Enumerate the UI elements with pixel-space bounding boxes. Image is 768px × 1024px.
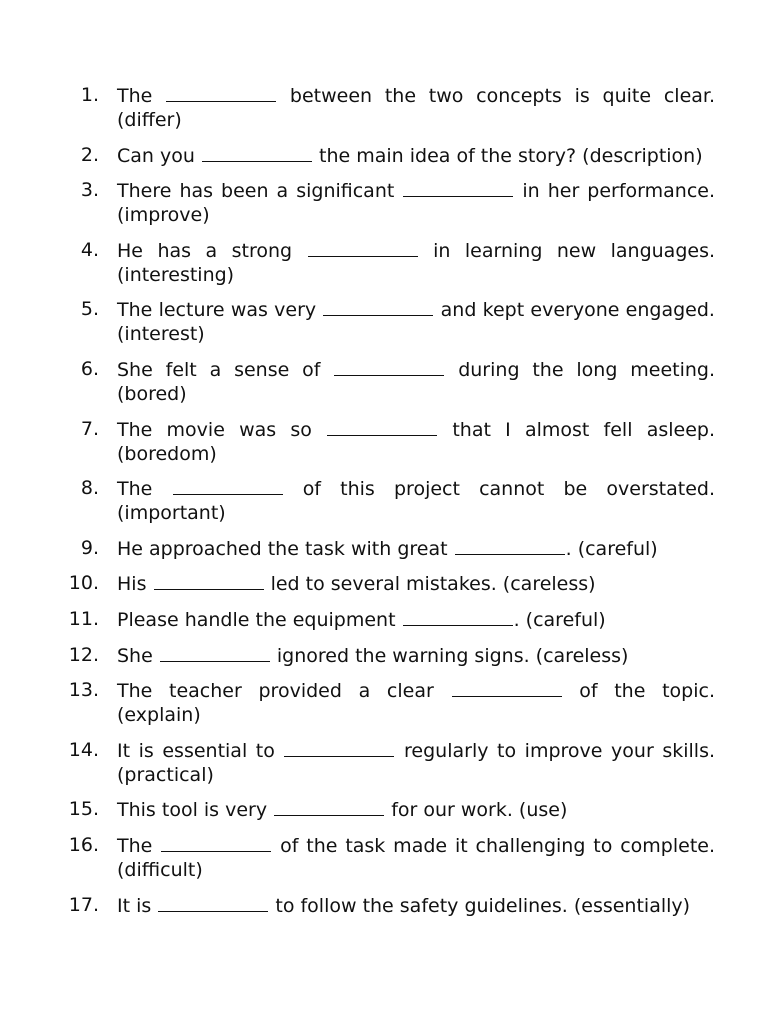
item-text-before: Please handle the equipment bbox=[117, 608, 396, 631]
item-text-after: to follow the safety guidelines. (essentially) bbox=[275, 894, 691, 917]
answer-blank[interactable] bbox=[274, 797, 384, 816]
answer-blank[interactable] bbox=[154, 571, 264, 590]
list-item bbox=[0, 476, 715, 525]
item-number: 11. bbox=[68, 607, 99, 630]
item-number: 14. bbox=[68, 738, 99, 761]
item-text-after: regularly to improve your skills. (practical) bbox=[117, 739, 716, 786]
item-text-before: It is essential to bbox=[117, 739, 275, 762]
list-item bbox=[0, 417, 715, 466]
item-text-before: The lecture was very bbox=[117, 299, 317, 322]
item-text-after: ignored the warning signs. (careless) bbox=[276, 644, 629, 667]
list-item bbox=[0, 178, 715, 227]
list-item bbox=[0, 607, 715, 632]
list-item bbox=[0, 83, 715, 132]
item-text-after: in learning new languages. (interesting) bbox=[117, 239, 716, 286]
item-text-before: The teacher provided a clear bbox=[117, 680, 434, 703]
answer-blank[interactable] bbox=[158, 893, 268, 912]
list-item bbox=[0, 571, 715, 596]
item-text-after: between the two concepts is quite clear. (differ) bbox=[117, 85, 716, 131]
item-number: 13. bbox=[68, 679, 99, 702]
item-number: 16. bbox=[68, 833, 99, 856]
item-text-before: Can you bbox=[117, 144, 195, 167]
item-number: 2. bbox=[80, 143, 99, 166]
answer-blank[interactable] bbox=[403, 178, 513, 197]
answer-blank[interactable] bbox=[284, 738, 394, 757]
item-text-after: for our work. (use) bbox=[391, 799, 568, 822]
item-text-after: led to several mistakes. (careless) bbox=[270, 573, 596, 596]
item-number: 10. bbox=[68, 572, 99, 595]
item-text-before: There has been a significant bbox=[117, 180, 395, 203]
list-item bbox=[0, 143, 715, 168]
list-item bbox=[0, 797, 715, 822]
answer-blank[interactable] bbox=[166, 83, 276, 102]
item-text-before: She bbox=[117, 644, 153, 667]
answer-blank[interactable] bbox=[173, 476, 283, 495]
item-text-after: during the long meeting. (bored) bbox=[117, 358, 715, 405]
exercise-list bbox=[0, 83, 768, 928]
item-number: 8. bbox=[80, 477, 99, 500]
item-text-before: The movie was so bbox=[117, 418, 312, 441]
answer-blank[interactable] bbox=[455, 536, 565, 555]
answer-blank[interactable] bbox=[452, 678, 562, 697]
item-text-after: in her performance. (improve) bbox=[117, 180, 715, 227]
answer-blank[interactable] bbox=[323, 297, 433, 316]
list-item bbox=[0, 738, 715, 787]
item-number: 7. bbox=[80, 417, 99, 440]
item-text-before: The bbox=[117, 85, 153, 107]
item-text-before: His bbox=[117, 573, 147, 596]
list-item bbox=[0, 238, 715, 287]
item-number: 12. bbox=[68, 643, 99, 666]
item-number: 5. bbox=[80, 298, 99, 321]
item-text-after: . (careful) bbox=[565, 537, 658, 560]
list-item bbox=[0, 893, 715, 918]
item-text-after: of the topic. (explain) bbox=[117, 680, 715, 727]
list-item bbox=[0, 297, 715, 346]
item-number: 15. bbox=[68, 798, 99, 821]
list-item bbox=[0, 678, 715, 727]
item-text-after: . (careful) bbox=[513, 608, 606, 631]
item-text-before: He approached the task with great bbox=[117, 537, 448, 560]
item-text-before: The bbox=[117, 478, 153, 501]
item-number: 4. bbox=[80, 238, 99, 261]
answer-blank[interactable] bbox=[161, 833, 271, 852]
answer-blank[interactable] bbox=[334, 357, 444, 376]
answer-blank[interactable] bbox=[160, 643, 270, 662]
item-text-after: the main idea of the story? (description) bbox=[319, 144, 703, 167]
item-text-before: The bbox=[117, 834, 153, 857]
list-item bbox=[0, 357, 715, 406]
item-number: 3. bbox=[80, 179, 99, 202]
item-text-before: He has a strong bbox=[117, 239, 293, 262]
item-text-after: that I almost fell asleep. (boredom) bbox=[117, 418, 715, 465]
item-text-after: and kept everyone engaged. (interest) bbox=[117, 299, 715, 346]
answer-blank[interactable] bbox=[202, 143, 312, 162]
answer-blank[interactable] bbox=[327, 417, 437, 436]
item-text-after: of the task made it challenging to complete. (difficult) bbox=[117, 834, 715, 881]
list-item bbox=[0, 536, 715, 561]
item-number: 1. bbox=[80, 84, 99, 106]
item-number: 9. bbox=[80, 536, 99, 559]
item-text-after: of this project cannot be overstated. (important) bbox=[117, 478, 716, 525]
item-number: 6. bbox=[80, 357, 99, 380]
answer-blank[interactable] bbox=[403, 607, 513, 626]
list-item bbox=[0, 833, 715, 882]
item-text-before: It is bbox=[117, 894, 152, 917]
item-text-before: She felt a sense of bbox=[117, 358, 321, 381]
item-number: 17. bbox=[68, 893, 99, 916]
answer-blank[interactable] bbox=[308, 238, 418, 257]
item-text-before: This tool is very bbox=[117, 799, 268, 822]
list-item bbox=[0, 643, 715, 668]
